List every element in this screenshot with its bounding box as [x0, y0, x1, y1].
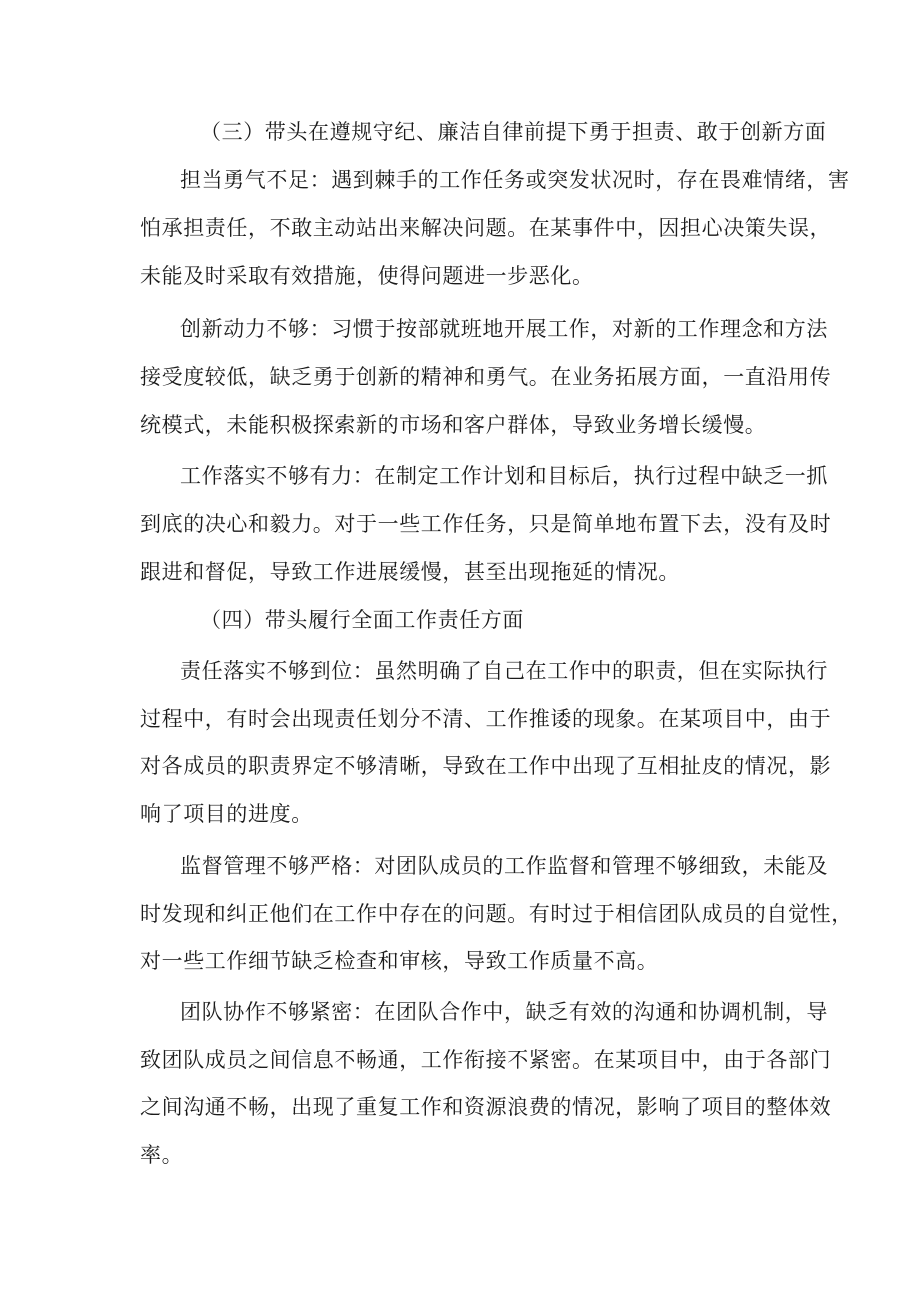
paragraph-line: 未能及时采取有效措施，使得问题进一步恶化。 [140, 264, 594, 288]
paragraph-line: 致团队成员之间信息不畅通，工作衔接不紧密。在某项目中，由于各部门 [140, 1048, 832, 1072]
paragraph-line: 责任落实不够到位：虽然明确了自己在工作中的职责，但在实际执行 [180, 659, 828, 683]
paragraph-line: 工作落实不够有力：在制定工作计划和目标后，执行过程中缺乏一抓 [180, 464, 828, 488]
paragraph-line: 怕承担责任，不敢主动站出来解决问题。在某事件中，因担心决策失误， [140, 216, 832, 240]
paragraph-line: 时发现和纠正他们在工作中存在的问题。有时过于相信团队成员的自觉性， [140, 902, 853, 926]
paragraph-line: 率。 [140, 1143, 184, 1167]
paragraph-line: 跟进和督促，导致工作进展缓慢，甚至出现拖延的情况。 [140, 560, 680, 584]
section-heading-4: （四）带头履行全面工作责任方面 [200, 608, 524, 632]
paragraph-line: 创新动力不够：习惯于按部就班地开展工作，对新的工作理念和方法 [180, 317, 828, 341]
paragraph-line: 监督管理不够严格：对团队成员的工作监督和管理不够细致，未能及 [180, 854, 828, 878]
paragraph-line: 到底的决心和毅力。对于一些工作任务，只是简单地布置下去，没有及时 [140, 512, 832, 536]
paragraph-line: 响了项目的进度。 [140, 802, 313, 826]
paragraph-line: 之间沟通不畅，出现了重复工作和资源浪费的情况，影响了项目的整体效 [140, 1095, 832, 1119]
paragraph-line: 团队协作不够紧密：在团队合作中，缺乏有效的沟通和协调机制，导 [180, 1000, 828, 1024]
paragraph-line: 担当勇气不足：遇到棘手的工作任务或突发状况时，存在畏难情绪，害 [180, 168, 850, 192]
section-heading-3: （三）带头在遵规守纪、廉洁自律前提下勇于担责、敢于创新方面 [200, 120, 827, 144]
paragraph-line: 接受度较低，缺乏勇于创新的精神和勇气。在业务拓展方面，一直沿用传 [140, 365, 832, 389]
paragraph-line: 统模式，未能积极探索新的市场和客户群体，导致业务增长缓慢。 [140, 413, 767, 437]
paragraph-line: 对一些工作细节缺乏检查和审核，导致工作质量不高。 [140, 949, 659, 973]
paragraph-line: 过程中，有时会出现责任划分不清、工作推诿的现象。在某项目中，由于 [140, 707, 832, 731]
paragraph-line: 对各成员的职责界定不够清晰，导致在工作中出现了互相扯皮的情况，影 [140, 754, 832, 778]
